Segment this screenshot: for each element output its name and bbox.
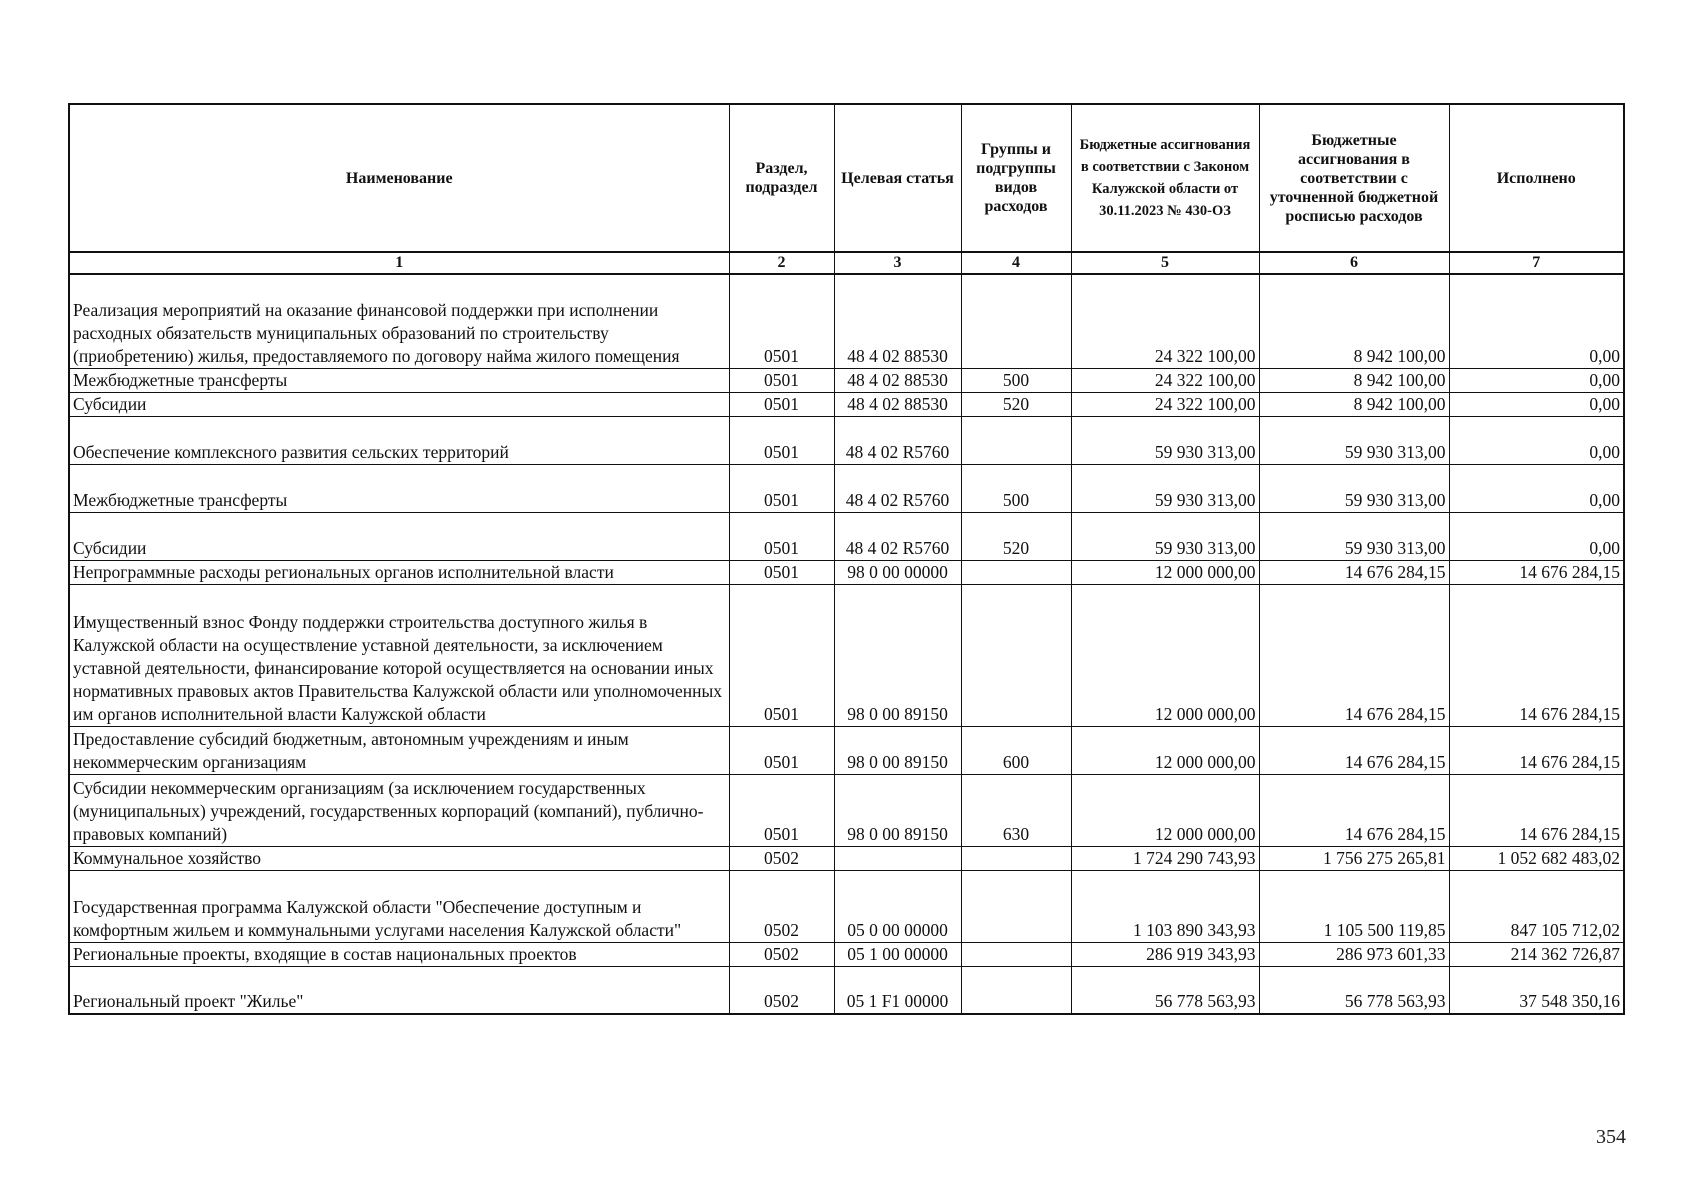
row-target: 48 4 02 R5760 <box>834 464 961 512</box>
row-executed: 0,00 <box>1449 368 1624 392</box>
row-executed: 14 676 284,15 <box>1449 726 1624 774</box>
row-group: 630 <box>961 774 1071 846</box>
table-row <box>69 966 1624 1014</box>
row-refined: 59 930 313,00 <box>1259 512 1449 560</box>
row-name: Межбюджетные трансферты <box>69 368 729 392</box>
row-section: 0501 <box>729 392 834 416</box>
budget-sheet <box>68 103 1623 1015</box>
row-name: Обеспечение комплексного развития сельских территорий <box>69 416 729 464</box>
row-section: 0501 <box>729 774 834 846</box>
row-section: 0501 <box>729 274 834 368</box>
row-group <box>961 560 1071 584</box>
row-executed: 0,00 <box>1449 464 1624 512</box>
row-executed: 0,00 <box>1449 274 1624 368</box>
row-name: Имущественный взнос Фонду поддержки строительства доступного жилья в Калужской области на осуществление уставной деятельности, за исключением уставной деятельности, финансирование которой осуществляется на основании иных нормативных правовых актов Правительства Калужской области или уполномоченных им органов исполнительной власти Калужской области <box>69 584 729 726</box>
table-row <box>69 416 1624 464</box>
row-target: 98 0 00 89150 <box>834 726 961 774</box>
row-law: 59 930 313,00 <box>1071 416 1259 464</box>
table-row <box>69 774 1624 846</box>
header-name: Наименование <box>69 104 729 252</box>
row-section: 0502 <box>729 942 834 966</box>
row-target: 05 1 F1 00000 <box>834 966 961 1014</box>
row-group <box>961 416 1071 464</box>
header-refined: Бюджетные ассигнования в соответствии с уточненной бюджетной росписью расходов <box>1259 104 1449 252</box>
row-name: Государственная программа Калужской области "Обеспечение доступным и комфортным жильем и коммунальными услугами населения Калужской области" <box>69 870 729 942</box>
table-row <box>69 512 1624 560</box>
row-name: Непрограммные расходы региональных органов исполнительной власти <box>69 560 729 584</box>
row-law: 286 919 343,93 <box>1071 942 1259 966</box>
row-refined: 14 676 284,15 <box>1259 774 1449 846</box>
table-row <box>69 726 1624 774</box>
row-section: 0502 <box>729 846 834 870</box>
row-refined: 8 942 100,00 <box>1259 392 1449 416</box>
row-law: 12 000 000,00 <box>1071 584 1259 726</box>
row-refined: 8 942 100,00 <box>1259 368 1449 392</box>
row-refined: 286 973 601,33 <box>1259 942 1449 966</box>
colnum-1: 1 <box>69 252 729 274</box>
row-target: 05 0 00 00000 <box>834 870 961 942</box>
table-row <box>69 560 1624 584</box>
row-section: 0501 <box>729 464 834 512</box>
row-group <box>961 584 1071 726</box>
row-law: 24 322 100,00 <box>1071 274 1259 368</box>
table-row <box>69 846 1624 870</box>
row-target <box>834 846 961 870</box>
row-section: 0501 <box>729 512 834 560</box>
row-group <box>961 846 1071 870</box>
row-law: 24 322 100,00 <box>1071 368 1259 392</box>
row-law: 24 322 100,00 <box>1071 392 1259 416</box>
row-target: 48 4 02 R5760 <box>834 416 961 464</box>
colnum-7: 7 <box>1449 252 1624 274</box>
row-refined: 59 930 313,00 <box>1259 464 1449 512</box>
row-section: 0501 <box>729 560 834 584</box>
row-executed: 14 676 284,15 <box>1449 584 1624 726</box>
row-name: Предоставление субсидий бюджетным, автономным учреждениям и иным некоммерческим организациям <box>69 726 729 774</box>
row-section: 0501 <box>729 416 834 464</box>
page-number: 354 <box>1596 1126 1626 1148</box>
row-executed: 37 548 350,16 <box>1449 966 1624 1014</box>
budget-table <box>68 103 1625 1015</box>
row-name: Коммунальное хозяйство <box>69 846 729 870</box>
row-group: 600 <box>961 726 1071 774</box>
row-refined: 8 942 100,00 <box>1259 274 1449 368</box>
header-row <box>69 104 1624 252</box>
row-executed: 214 362 726,87 <box>1449 942 1624 966</box>
column-number-row <box>69 252 1624 274</box>
header-target: Целевая статья <box>834 104 961 252</box>
row-group <box>961 942 1071 966</box>
header-groups: Группы и подгруппы видов расходов <box>961 104 1071 252</box>
table-row <box>69 870 1624 942</box>
table-row <box>69 274 1624 368</box>
row-target: 98 0 00 89150 <box>834 584 961 726</box>
header-law: Бюджетные ассигнования в соответствии с Законом Калужской области от 30.11.2023 № 430-ОЗ <box>1071 104 1259 252</box>
table-row <box>69 942 1624 966</box>
row-section: 0502 <box>729 870 834 942</box>
row-name: Реализация мероприятий на оказание финансовой поддержки при исполнении расходных обязательств муниципальных образований по строительству (приобретению) жилья, предоставляемого по договору найма жилого помещения <box>69 274 729 368</box>
row-name: Субсидии <box>69 512 729 560</box>
row-refined: 1 105 500 119,85 <box>1259 870 1449 942</box>
table-row <box>69 464 1624 512</box>
row-target: 98 0 00 89150 <box>834 774 961 846</box>
colnum-5: 5 <box>1071 252 1259 274</box>
row-name: Региональные проекты, входящие в состав национальных проектов <box>69 942 729 966</box>
row-target: 48 4 02 88530 <box>834 392 961 416</box>
row-name: Региональный проект "Жилье" <box>69 966 729 1014</box>
row-group <box>961 870 1071 942</box>
row-law: 1 724 290 743,93 <box>1071 846 1259 870</box>
row-target: 48 4 02 88530 <box>834 368 961 392</box>
row-name: Субсидии <box>69 392 729 416</box>
colnum-3: 3 <box>834 252 961 274</box>
colnum-4: 4 <box>961 252 1071 274</box>
row-executed: 0,00 <box>1449 392 1624 416</box>
row-target: 48 4 02 R5760 <box>834 512 961 560</box>
table-row <box>69 368 1624 392</box>
colnum-6: 6 <box>1259 252 1449 274</box>
table-row <box>69 392 1624 416</box>
row-law: 12 000 000,00 <box>1071 774 1259 846</box>
row-law: 59 930 313,00 <box>1071 464 1259 512</box>
row-refined: 56 778 563,93 <box>1259 966 1449 1014</box>
row-executed: 0,00 <box>1449 416 1624 464</box>
row-group: 520 <box>961 512 1071 560</box>
row-section: 0502 <box>729 966 834 1014</box>
row-law: 12 000 000,00 <box>1071 560 1259 584</box>
row-refined: 14 676 284,15 <box>1259 584 1449 726</box>
row-section: 0501 <box>729 368 834 392</box>
row-target: 48 4 02 88530 <box>834 274 961 368</box>
row-executed: 847 105 712,02 <box>1449 870 1624 942</box>
row-law: 59 930 313,00 <box>1071 512 1259 560</box>
row-group: 500 <box>961 368 1071 392</box>
row-refined: 14 676 284,15 <box>1259 560 1449 584</box>
row-group <box>961 966 1071 1014</box>
row-refined: 14 676 284,15 <box>1259 726 1449 774</box>
row-target: 05 1 00 00000 <box>834 942 961 966</box>
row-law: 56 778 563,93 <box>1071 966 1259 1014</box>
row-group: 520 <box>961 392 1071 416</box>
colnum-2: 2 <box>729 252 834 274</box>
row-name: Межбюджетные трансферты <box>69 464 729 512</box>
row-section: 0501 <box>729 584 834 726</box>
header-executed: Исполнено <box>1449 104 1624 252</box>
row-law: 1 103 890 343,93 <box>1071 870 1259 942</box>
row-target: 98 0 00 00000 <box>834 560 961 584</box>
row-executed: 1 052 682 483,02 <box>1449 846 1624 870</box>
row-name: Субсидии некоммерческим организациям (за исключением государственных (муниципальных) учреждений, государственных корпораций (компаний), публично-правовых компаний) <box>69 774 729 846</box>
row-refined: 1 756 275 265,81 <box>1259 846 1449 870</box>
table-row <box>69 584 1624 726</box>
row-section: 0501 <box>729 726 834 774</box>
row-executed: 14 676 284,15 <box>1449 774 1624 846</box>
row-group: 500 <box>961 464 1071 512</box>
row-refined: 59 930 313,00 <box>1259 416 1449 464</box>
row-executed: 14 676 284,15 <box>1449 560 1624 584</box>
row-law: 12 000 000,00 <box>1071 726 1259 774</box>
row-executed: 0,00 <box>1449 512 1624 560</box>
header-section: Раздел, подраздел <box>729 104 834 252</box>
row-group <box>961 274 1071 368</box>
